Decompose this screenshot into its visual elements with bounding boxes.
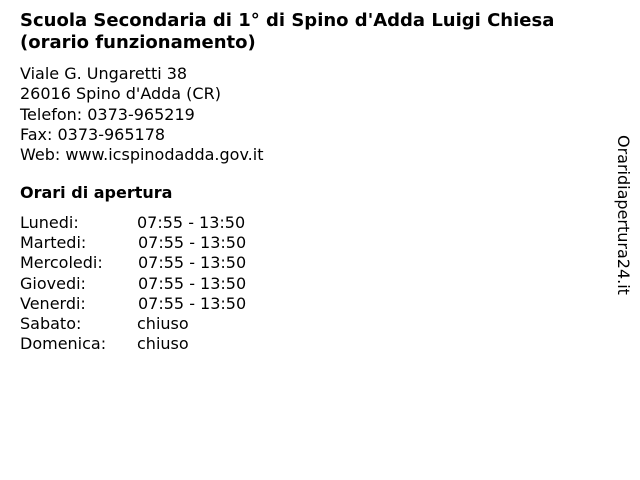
address-street: Viale G. Ungaretti 38 [20,64,188,83]
contact-block [20,64,263,165]
day-label: Martedi: [20,233,87,253]
address-city: 26016 Spino d'Adda (CR) [20,84,221,104]
time-value: 07:55 - 13:50 [137,213,246,232]
day-label: Giovedi: [20,273,86,293]
phone-number: Telefon: 0373-965219 [20,104,195,124]
day-label: Lunedi: [20,213,79,232]
site-watermark: Oraridiapertura24.it [614,135,633,295]
page-title: Scuola Secondaria di 1° di Spino d'Adda Luigi Chiesa (orario funzionamento) [20,10,555,53]
day-label: Mercoledi: [20,253,103,273]
fax-number: Fax: 0373-965178 [20,124,166,144]
day-label: Domenica: [20,334,107,354]
website: Web: www.icspinodadda.gov.it [20,145,264,165]
time-value: chiuso [137,313,189,333]
time-value: chiuso [137,334,189,354]
time-value: 07:55 - 13:50 [138,273,247,293]
day-label: Sabato: [20,313,82,333]
time-value: 07:55 - 13:50 [138,293,247,313]
day-label: Venerdi: [20,293,86,313]
time-value: 07:55 - 13:50 [138,253,247,273]
time-value: 07:55 - 13:50 [138,233,247,253]
opening-hours-title: Orari di apertura [20,183,173,202]
